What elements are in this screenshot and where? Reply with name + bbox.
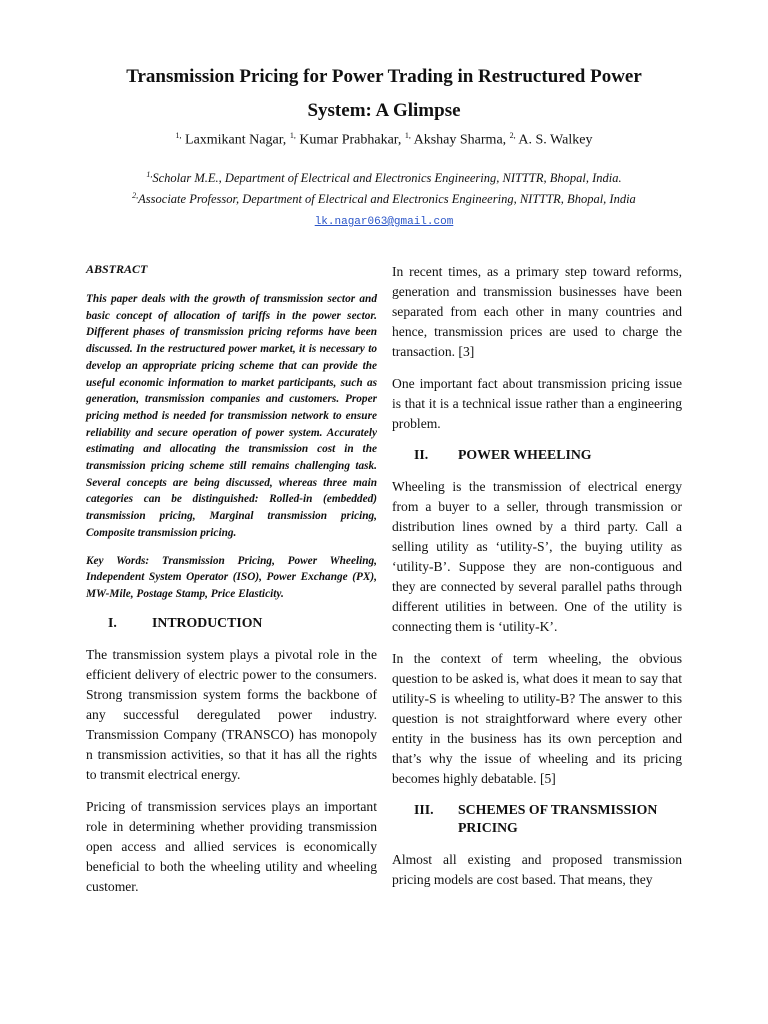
- paper-title-line-1: Transmission Pricing for Power Trading in Restructured Power: [126, 66, 642, 87]
- author-name: Akshay Sharma,: [413, 132, 507, 148]
- paragraph: Pricing of transmission services plays an important role in determining whether providing transmission open access and allied services is economically beneficial to both the wheeling utility and wheeling customer.: [86, 798, 377, 894]
- abstract-body: This paper deals with the growth of transmission sector and basic concept of allocation of tariffs in the power sector. Different phases of transmission pricing reforms have been discussed. In the restructured power market, it is necessary to develop an appropriate pricing scheme that can provide the useful economic information to market participants, such as generation, transmission companies and customers. Proper pricing method is needed for transmission network to ensure reliability and secure operation of power system. Accurately estimating and allocating the transmission cost in the transmission pricing scheme still remains challenging task. Several concepts are being discussed, whereas three main categories can be distinguished: Rolled-in (embedded) transmission pricing, Marginal transmission pricing, Composite transmission pricing.: [86, 293, 377, 539]
- paragraph: In recent times, as a primary step toward reforms, generation and transmission businesses have been separated from each other in many countries and hence, transmission prices are used to charge the transaction. [3]: [392, 264, 682, 359]
- affiliation-line: [60, 166, 708, 187]
- paragraph: Almost all existing and proposed transmission pricing models are cost based. That means, they: [392, 852, 682, 887]
- section-number: I.: [108, 614, 117, 630]
- author-sup: 1,: [404, 131, 411, 140]
- author-name: A. S. Walkey: [518, 132, 593, 148]
- section-heading-schemes: [392, 801, 682, 837]
- section-heading-power-wheeling: [392, 446, 682, 464]
- paper-title-line-2: System: A Glimpse: [307, 100, 461, 121]
- affiliations: [60, 166, 708, 208]
- paragraph: In the context of term wheeling, the obvious question to be asked is, what does it mean to say that utility-S is wheeling to utility-B? The answer to this question is not straightforward where every other entity in the business has its own perception and that’s why the issue of wheeling and its pricing becomes highly debatable. [5]: [392, 651, 682, 786]
- section-title: INTRODUCTION: [152, 614, 263, 630]
- affiliation-text: Scholar M.E., Department of Electrical and Electronics Engineering, NITTTR, Bhopal, India.: [152, 171, 622, 186]
- author-sup: 1,: [289, 131, 296, 140]
- section-title: SCHEMES OF TRANSMISSION PRICING: [458, 802, 658, 835]
- affiliation-text: Associate Professor, Department of Electrical and Electronics Engineering, NITTTR, Bhopal, India: [138, 192, 636, 207]
- section-number: II.: [414, 447, 429, 462]
- author-sup: 1,: [175, 131, 182, 140]
- affiliation-sup: 1,: [146, 170, 153, 179]
- author-name: Laxmikant Nagar,: [185, 132, 287, 148]
- left-column: [86, 262, 377, 909]
- author-list: [60, 131, 708, 149]
- section-title: POWER WHEELING: [458, 447, 592, 462]
- right-column: [392, 262, 682, 902]
- paragraph: The transmission system plays a pivotal role in the efficient delivery of electric power to the consumers. Strong transmission system forms the backbone of any successful deregulated power industry. Transmission Company (TRANSCO) has monopoly n transmission activities, so that it has all the rights to transmit electrical energy.: [86, 646, 377, 782]
- affiliation-line: [60, 187, 708, 208]
- keywords: Key Words: Transmission Pricing, Power Wheeling, Independent System Operator (ISO), Power Exchange (PX), MW-Mile, Postage Stamp, Price Elasticity.: [86, 554, 377, 600]
- section-number: III.: [414, 802, 434, 817]
- author-name: Kumar Prabhakar,: [299, 132, 402, 148]
- section-heading-introduction: [86, 614, 377, 632]
- paragraph: One important fact about transmission pricing issue is that it is a technical issue rather than a engineering problem.: [392, 376, 682, 431]
- abstract-heading: ABSTRACT: [86, 262, 148, 276]
- paper-title: [60, 60, 708, 128]
- paragraph: Wheeling is the transmission of electrical energy from a buyer to a seller, through transmission or distribution lines owned by a third party. Call a selling utility as ‘utility-S’, the buying utility as ‘utility-B’. Suppose they are non-contiguous and they are connected by several parallel paths through different utilities in between. One of the utility is connecting them is ‘utility-K’.: [392, 479, 682, 634]
- author-sup: 2,: [509, 131, 516, 140]
- email-link[interactable]: lk.nagar063@gmail.com: [314, 216, 454, 228]
- affiliation-sup: 2,: [132, 191, 139, 201]
